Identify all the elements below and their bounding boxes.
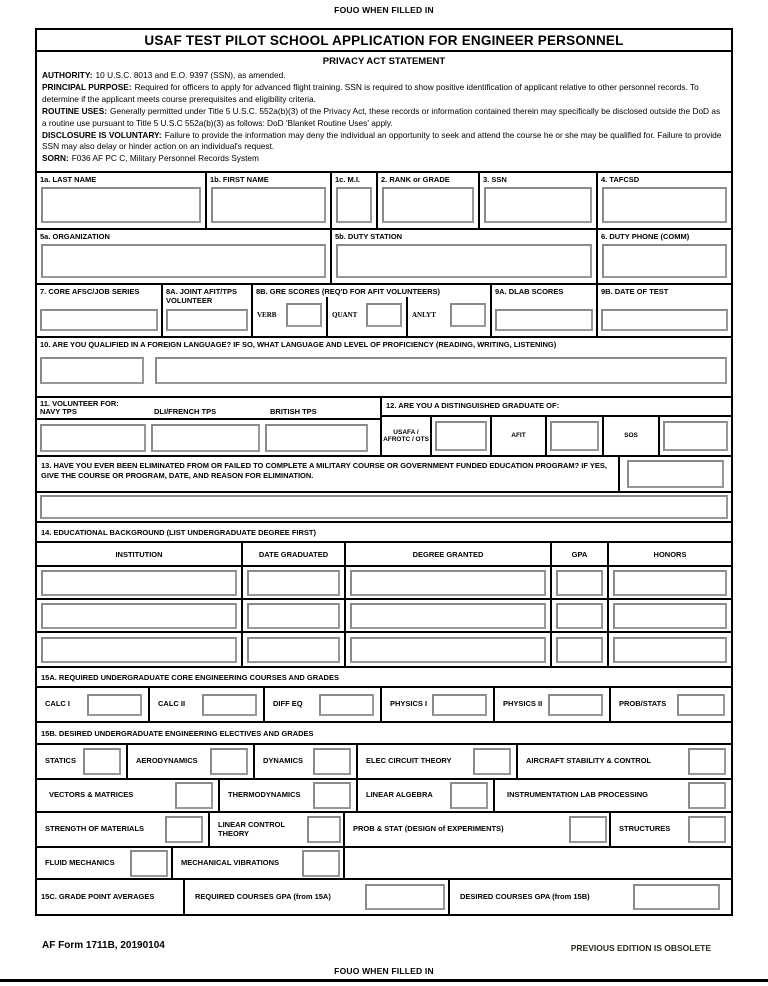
institution-input-1[interactable] — [41, 570, 237, 596]
label-duty-phone: 6. DUTY PHONE (COMM) — [601, 232, 690, 241]
row-foreign-language — [37, 338, 731, 398]
dlab-scores-input[interactable] — [495, 309, 593, 331]
vectors-matrices-grade-input[interactable] — [175, 782, 213, 809]
label-15c-cell: 15C. GRADE POINT AVERAGES — [37, 880, 185, 914]
sos-label-cell — [604, 417, 660, 455]
foreign-language-detail-input[interactable] — [155, 357, 727, 384]
field-elec-circuit-theory: ELEC CIRCUIT THEORY — [358, 745, 518, 778]
gpa-input-3[interactable] — [556, 637, 603, 663]
usafa-label-cell — [382, 417, 432, 455]
label-british-tps: BRITISH TPS — [270, 407, 317, 416]
section-15b-row4 — [37, 848, 731, 880]
section-15a-grades — [37, 688, 731, 723]
prob-stats-grade-input[interactable] — [677, 694, 725, 716]
label-gre-quant: QUANT — [332, 311, 358, 320]
section-15a-header — [37, 668, 731, 688]
field-calc2: CALC II — [150, 688, 265, 721]
field-fluid-mechanics: FLUID MECHANICS — [37, 848, 173, 878]
form-title-row — [37, 30, 731, 52]
elec-circuit-theory-grade-input[interactable] — [473, 748, 511, 775]
empty-cell-15b — [345, 848, 731, 878]
field-gre-scores — [253, 285, 492, 336]
elimination-detail-row — [37, 493, 731, 521]
label-first-name: 1b. FIRST NAME — [210, 175, 269, 184]
field-aircraft-stability: AIRCRAFT STABILITY & CONTROL — [518, 745, 731, 778]
edition-note: PREVIOUS EDITION IS OBSOLETE — [570, 943, 711, 953]
label-duty-station: 5b. DUTY STATION — [335, 232, 403, 241]
duty-station-input[interactable] — [336, 244, 592, 279]
row-afsc-gre — [37, 285, 731, 338]
field-physics2: PHYSICS II — [495, 688, 611, 721]
field-organization — [37, 230, 332, 283]
label-educational-background: 14. EDUCATIONAL BACKGROUND (LIST UNDERGRADUATE DEGREE FIRST) — [37, 523, 731, 543]
privacy-heading: PRIVACY ACT STATEMENT — [322, 56, 446, 67]
prob-stat-doe-grade-input[interactable] — [569, 816, 607, 843]
education-row-3 — [37, 633, 731, 666]
sos-input-cell — [660, 417, 731, 455]
label-gre-scores: 8B. GRE SCORES (REQ'D FOR AFIT VOLUNTEERS) — [256, 287, 441, 296]
date-graduated-input-3[interactable] — [247, 637, 340, 663]
first-name-input[interactable] — [211, 187, 326, 224]
linear-algebra-grade-input[interactable] — [450, 782, 488, 809]
field-structures: STRUCTURES — [611, 813, 731, 846]
education-table-header — [37, 543, 731, 567]
gre-quant-input[interactable] — [366, 303, 402, 327]
fouo-footer: FOUO WHEN FILLED IN — [334, 966, 434, 976]
field-desired-gpa: DESIRED COURSES GPA (from 15B) — [450, 880, 731, 914]
field-rank-grade — [378, 173, 480, 228]
field-linear-algebra: LINEAR ALGEBRA — [358, 780, 495, 811]
label-usafa-afrotc-ots: USAFA / AFROTC / OTS — [383, 428, 429, 443]
label-joint-afit-volunteer: 8A. JOINT AFIT/TPS VOLUNTEER — [166, 287, 237, 305]
privacy-body — [37, 67, 731, 165]
mechanical-vibrations-grade-input[interactable] — [302, 850, 340, 877]
field-duty-phone — [598, 230, 731, 283]
section-15b-header — [37, 723, 731, 745]
strength-materials-grade-input[interactable] — [165, 816, 203, 843]
row-elimination-question — [37, 457, 731, 523]
institution-input-2[interactable] — [41, 603, 237, 629]
last-name-input[interactable] — [41, 187, 201, 224]
field-physics1: PHYSICS I — [382, 688, 495, 721]
field-prob-stat-doe: PROB & STAT (DESIGN of EXPERIMENTS) — [345, 813, 611, 846]
privacy-item-routine-uses: ROUTINE USES: Generally permitted under Title 5 U.S.C. 552a(b)(3) of the Privacy Act, these records or information contained therein may specifically be disclosed outside the DoD as a routine use pursuant to Title 5 U.S.C 552a(b)(3) as follows: DoD 'Blanket Routine Uses' apply. — [42, 105, 721, 128]
volunteer-options — [37, 408, 380, 416]
page-bottom-rule — [0, 979, 768, 982]
col-degree-granted: DEGREE GRANTED — [346, 543, 552, 565]
gre-verbal-input[interactable] — [286, 303, 322, 327]
tafcsd-input[interactable] — [602, 187, 727, 224]
distinguished-graduate-cells — [382, 417, 731, 455]
section-volunteer-for — [37, 398, 382, 455]
organization-input[interactable] — [41, 244, 326, 279]
calc1-grade-input[interactable] — [87, 694, 142, 716]
col-gpa: GPA — [552, 543, 609, 565]
label-foreign-language: 10. ARE YOU QUALIFIED IN A FOREIGN LANGUAGE? IF SO, WHAT LANGUAGE AND LEVEL OF PROFICIENCY (READING, WRITING, LISTENING) — [40, 340, 557, 349]
required-gpa-input[interactable] — [365, 884, 445, 910]
volunteer-inputs — [37, 420, 380, 455]
label-organization: 5a. ORGANIZATION — [40, 232, 110, 241]
afit-input-cell — [547, 417, 604, 455]
field-middle-initial — [332, 173, 378, 228]
aircraft-stability-grade-input[interactable] — [688, 748, 726, 775]
sos-dg-input[interactable] — [663, 421, 728, 451]
field-diff-eq: DIFF EQ — [265, 688, 382, 721]
physics2-grade-input[interactable] — [548, 694, 603, 716]
dli-french-tps-input[interactable] — [151, 424, 260, 452]
gre-quant-cell — [328, 297, 408, 337]
label-afit: AFIT — [511, 432, 526, 440]
section-educational-background — [37, 523, 731, 668]
volunteer-header — [37, 398, 380, 420]
col-date-graduated: DATE GRADUATED — [243, 543, 346, 565]
honors-input-1[interactable] — [613, 570, 727, 596]
honors-input-3[interactable] — [613, 637, 727, 663]
section-15b-row1 — [37, 745, 731, 780]
gpa-input-1[interactable] — [556, 570, 603, 596]
diff-eq-grade-input[interactable] — [319, 694, 374, 716]
label-gre-analytical: ANLYT — [412, 311, 436, 320]
field-dlab-scores — [492, 285, 598, 336]
education-row-1 — [37, 567, 731, 600]
form-number: AF Form 1711B, 20190104 — [42, 940, 165, 951]
date-graduated-input-1[interactable] — [247, 570, 340, 596]
ssn-input[interactable] — [484, 187, 592, 224]
statics-grade-input[interactable] — [83, 748, 121, 775]
privacy-item-authority: AUTHORITY: 10 U.S.C. 8013 and E.O. 9397 (SSN), as amended. — [42, 70, 286, 80]
label-navy-tps: NAVY TPS — [40, 407, 77, 416]
label-tafcsd: 4. TAFCSD — [601, 175, 640, 184]
gpa-input-2[interactable] — [556, 603, 603, 629]
field-date-of-test — [598, 285, 731, 336]
col-honors: HONORS — [653, 549, 687, 559]
joint-afit-volunteer-input[interactable] — [166, 309, 248, 331]
field-instrumentation-lab: INSTRUMENTATION LAB PROCESSING — [495, 780, 731, 811]
row-volunteer-distinguished — [37, 398, 731, 457]
honors-input-2[interactable] — [613, 603, 727, 629]
date-graduated-input-2[interactable] — [247, 603, 340, 629]
degree-granted-input-2[interactable] — [350, 603, 546, 629]
field-joint-afit-volunteer — [163, 285, 253, 336]
privacy-item-disclosure: DISCLOSURE IS VOLUNTARY: Failure to provide the information may deny the individual an opportunity to seek and attend the course he or she may be qualified for. Failure to provide SSN may also delay or hinder action on an individual's request. — [42, 129, 722, 152]
navy-tps-input[interactable] — [40, 424, 146, 452]
usafa-input-cell — [432, 417, 492, 455]
degree-granted-input-1[interactable] — [350, 570, 546, 596]
field-duty-station — [332, 230, 598, 283]
linear-control-grade-input[interactable] — [307, 816, 341, 843]
field-tafcsd — [598, 173, 731, 228]
label-date-of-test: 9B. DATE OF TEST — [601, 287, 669, 296]
field-required-gpa: REQUIRED COURSES GPA (from 15A) — [185, 880, 450, 914]
dynamics-grade-input[interactable] — [313, 748, 351, 775]
field-calc1: CALC I — [37, 688, 150, 721]
field-ssn — [480, 173, 598, 228]
label-distinguished-graduate: 12. ARE YOU A DISTINGUISHED GRADUATE OF: — [382, 398, 731, 417]
label-dlab-scores: 9A. DLAB SCORES — [495, 287, 564, 296]
duty-phone-input[interactable] — [602, 244, 727, 279]
instrumentation-lab-grade-input[interactable] — [688, 782, 726, 809]
label-rank-grade: 2. RANK or GRADE — [381, 175, 450, 184]
label-core-afsc: 7. CORE AFSC/JOB SERIES — [40, 287, 140, 296]
field-prob-stats: PROB/STATS — [611, 688, 731, 721]
privacy-item-sorn: SORN: F036 AF PC C, Military Personnel Records System — [42, 153, 259, 164]
thermodynamics-grade-input[interactable] — [313, 782, 351, 809]
label-last-name: 1a. LAST NAME — [40, 175, 97, 184]
afit-label-cell — [492, 417, 547, 455]
british-tps-input[interactable] — [265, 424, 368, 452]
middle-initial-input[interactable] — [336, 187, 372, 224]
institution-input-3[interactable] — [41, 637, 237, 663]
section-15b-row2 — [37, 780, 731, 813]
afit-dg-input[interactable] — [550, 421, 599, 451]
label-15a: 15A. REQUIRED UNDERGRADUATE CORE ENGINEERING COURSES AND GRADES — [41, 673, 339, 682]
label-dli-french-tps: DLI/FRENCH TPS — [154, 407, 217, 416]
desired-gpa-input[interactable] — [633, 884, 720, 910]
gre-subfields — [253, 297, 490, 337]
field-statics: STATICS — [37, 745, 128, 778]
rank-grade-input[interactable] — [382, 187, 474, 224]
field-mechanical-vibrations: MECHANICAL VIBRATIONS — [173, 848, 345, 878]
label-elimination-question: 13. HAVE YOU EVER BEEN ELIMINATED FROM OR FAILED TO COMPLETE A MILITARY COURSE OR GOVERNMENT FUNDED EDUCATION PROGRAM? IF YES, GIVE THE COURSE OR PROGRAM, DATE, AND REASON FOR ELIMINATION. — [37, 457, 620, 491]
section-15c — [37, 880, 731, 914]
calc2-grade-input[interactable] — [202, 694, 257, 716]
degree-granted-input-3[interactable] — [350, 637, 546, 663]
foreign-language-yn-input[interactable] — [40, 357, 144, 384]
gre-analytical-input[interactable] — [450, 303, 486, 327]
label-sos: SOS — [624, 432, 638, 440]
field-aerodynamics: AERODYNAMICS — [128, 745, 255, 778]
gre-analytical-cell — [408, 297, 490, 337]
col-institution: INSTITUTION — [37, 543, 243, 565]
section-distinguished-graduate — [382, 398, 731, 455]
privacy-act-section — [37, 52, 731, 173]
elimination-question-row — [37, 457, 731, 493]
date-of-test-input[interactable] — [601, 309, 728, 331]
foreign-language-inputs — [37, 354, 731, 388]
elimination-yn-input[interactable] — [627, 460, 724, 488]
form-title: USAF TEST PILOT SCHOOL APPLICATION FOR ENGINEER PERSONNEL — [144, 32, 624, 48]
structures-grade-input[interactable] — [688, 816, 726, 843]
elimination-answer-cell — [620, 457, 731, 491]
label-middle-initial: 1c. M.I. — [335, 175, 361, 184]
field-first-name — [207, 173, 332, 228]
field-linear-control-theory: LINEAR CONTROL THEORY — [210, 813, 345, 846]
section-15b-row3 — [37, 813, 731, 848]
gre-verbal-cell — [253, 297, 328, 337]
field-strength-of-materials: STRENGTH OF MATERIALS — [37, 813, 210, 846]
core-afsc-input[interactable] — [40, 309, 158, 331]
field-thermodynamics: THERMODYNAMICS — [220, 780, 358, 811]
field-last-name — [37, 173, 207, 228]
row-organization — [37, 230, 731, 285]
aerodynamics-grade-input[interactable] — [210, 748, 248, 775]
usafa-dg-input[interactable] — [435, 421, 487, 451]
field-vectors-matrices: VECTORS & MATRICES — [37, 780, 220, 811]
label-volunteer-for: 11. VOLUNTEER FOR: — [40, 399, 119, 408]
physics1-grade-input[interactable] — [432, 694, 487, 716]
af-form-1711b — [35, 28, 733, 916]
elimination-detail-input[interactable] — [40, 495, 728, 519]
fluid-mechanics-grade-input[interactable] — [130, 850, 168, 877]
label-ssn: 3. SSN — [483, 175, 507, 184]
privacy-item-principal-purpose: PRINCIPAL PURPOSE: Required for officers to apply for advanced flight training. SSN is required to show positive identification of applicant relative to other personnel records. To determine if the applicant meets course prerequisites and eligibility criteria. — [42, 81, 699, 104]
education-row-2 — [37, 600, 731, 633]
fouo-header: FOUO WHEN FILLED IN — [334, 5, 434, 15]
row-name-rank — [37, 173, 731, 230]
label-gre-verbal: VERB — [257, 311, 277, 320]
field-dynamics: DYNAMICS — [255, 745, 358, 778]
field-core-afsc — [37, 285, 163, 336]
label-15b: 15B. DESIRED UNDERGRADUATE ENGINEERING ELECTIVES AND GRADES — [41, 729, 314, 738]
